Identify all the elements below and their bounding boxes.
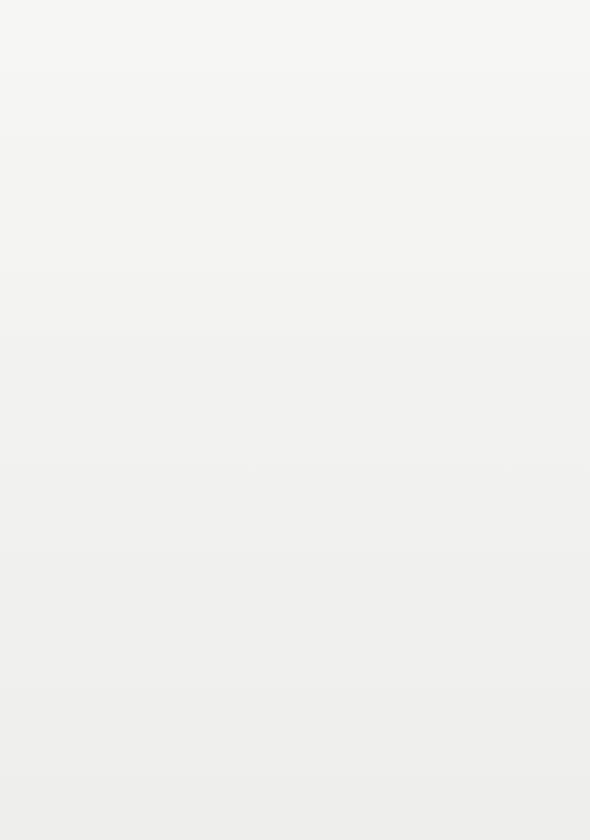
notice-paragraph <box>28 140 573 170</box>
